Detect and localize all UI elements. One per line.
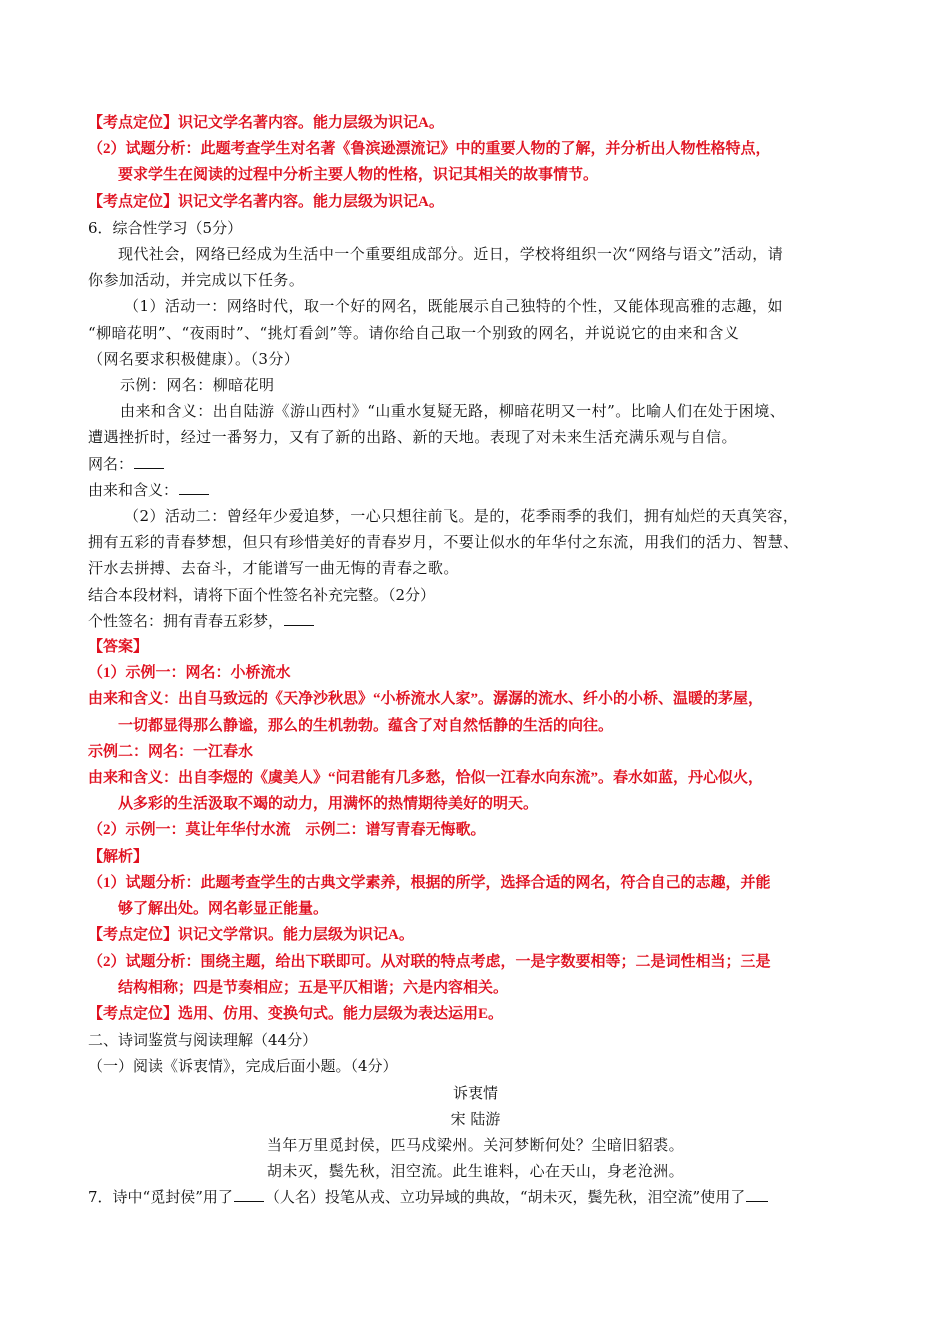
signature-label: 个性签名：拥有青春五彩梦， — [88, 611, 284, 630]
poem-author: 宋 陆游 — [450, 1109, 501, 1128]
kaodian-line-1: 【考点定位】识记文学名著内容。能力层级为识记A。 — [88, 115, 444, 131]
answer-2: （2）示例一：莫让年华付水流 示例二：谱写青春无悔歌。 — [88, 822, 486, 839]
analysis-1: （1）试题分析：此题考查学生的古典文学素养，根据的所学，选择合适的网名，符合自己的志趣，并能 — [88, 874, 771, 891]
answer-1-origin-1: 由来和含义：出自马致远的《天净沙秋思》“小桥流水人家”。潺潺的流水、纤小的小桥、温暖的茅屋， — [88, 691, 764, 708]
answer-heading: 【答案】 — [88, 639, 149, 656]
analysis-1-cont: 够了解出处。网名彰显正能量。 — [118, 901, 329, 918]
section-2-heading: 二、诗词鉴赏与阅读理解（44分） — [88, 1031, 318, 1050]
origin-label: 由来和含义： — [88, 480, 179, 499]
activity-2-cont: 拥有五彩的青春梦想，但只有珍惜美好的青春岁月，不要让似水的年华付之东流，用我们的活力、智慧、 — [88, 533, 799, 552]
document-page — [88, 110, 863, 1211]
activity-1-cont-2: （网名要求积极健康）。（3分） — [88, 349, 300, 368]
activity-2-cont-2: 汗水去拼搏、去奋斗，才能谱写一曲无悔的青春之歌。 — [88, 559, 459, 578]
analysis-line-2-cont: 要求学生在阅读的过程中分析主要人物的性格，识记其相关的故事情节。 — [118, 167, 599, 184]
q7-text-b: （人名）投笔从戎、立功异域的典故，“胡未灭，鬓先秋，泪空流”使用了 — [264, 1188, 746, 1207]
question-7 — [88, 1184, 863, 1210]
activity-1: （1）活动一：网络时代，取一个好的网名，既能展示自己独特的个性，又能体现高雅的志趣，如 — [124, 297, 783, 316]
q6-intro: 现代社会，网络已经成为生活中一个重要组成部分。近日，学校将组织一次“网络与语文”活动，请 — [118, 245, 784, 264]
answer-1-example-1: （1）示例一：网名：小桥流水 — [88, 665, 291, 682]
answer-blank — [234, 1187, 264, 1202]
section-2-part-1: （一）阅读《诉衷情》，完成后面小题。（4分） — [88, 1057, 398, 1076]
signature-blank-line — [88, 608, 863, 634]
answer-blank — [134, 454, 164, 469]
analysis-2: （2）试题分析：围绕主题，给出下联即可。从对联的特点考虑，一是字数要相等；二是词性相当；三是 — [88, 953, 771, 970]
activity-2: （2）活动二：曾经年少爱追梦，一心只想往前飞。是的，花季雨季的我们，拥有灿烂的天真笑容， — [124, 507, 799, 526]
poem-line-1: 当年万里觅封侯，匹马戍梁州。关河梦断何处？尘暗旧貂裘。 — [266, 1135, 685, 1154]
poem-title: 诉衷情 — [452, 1083, 498, 1102]
signature-instruction: 结合本段材料，请将下面个性签名补充完整。（2分） — [88, 585, 436, 604]
origin-blank-line — [88, 477, 863, 503]
answer-1-origin-2: 由来和含义：出自李煜的《虞美人》“问君能有几多愁，恰似一江春水向东流”。春水如蓝，丹心似火， — [88, 770, 764, 787]
question-6-heading: 6．综合性学习（5分） — [88, 218, 243, 237]
kaodian-line-2: 【考点定位】识记文学名著内容。能力层级为识记A。 — [88, 193, 444, 210]
answer-blank — [179, 480, 209, 495]
kaodian-line-4: 【考点定位】选用、仿用、变换句式。能力层级为表达运用E。 — [88, 1005, 504, 1022]
example-name: 示例：网名：柳暗花明 — [120, 376, 275, 395]
answer-blank — [746, 1187, 768, 1202]
poem-line-2: 胡未灭，鬓先秋，泪空流。此生谁料，心在天山，身老沧洲。 — [266, 1162, 685, 1181]
answer-blank — [284, 611, 314, 626]
analysis-line-2: （2）试题分析：此题考查学生对名著《鲁滨逊漂流记》中的重要人物的了解，并分析出人物性格特点， — [88, 141, 771, 158]
example-origin-cont: 遭遇挫折时，经过一番努力，又有了新的出路、新的天地。表现了对未来生活充满乐观与自信。 — [88, 428, 737, 447]
answer-1-origin-1-cont: 一切都显得那么静谧，那么的生机勃勃。蕴含了对自然恬静的生活的向往。 — [118, 717, 614, 734]
analysis-heading: 【解析】 — [88, 848, 149, 865]
answer-1-example-2: 示例二：网名：一江春水 — [88, 743, 254, 760]
analysis-2-cont: 结构相称；四是节奏相应；五是平仄相谐；六是内容相关。 — [118, 979, 509, 996]
kaodian-line-3: 【考点定位】识记文学常识。能力层级为识记A。 — [88, 927, 414, 944]
q7-text-a: 7．诗中“觅封侯”用了 — [88, 1188, 233, 1207]
netname-label: 网名： — [88, 454, 134, 473]
activity-1-cont: “柳暗花明”、“夜雨时”、“挑灯看剑”等。请你给自己取一个别致的网名，并说说它的由来和含义 — [88, 323, 740, 342]
q6-intro-cont: 你参加活动，并完成以下任务。 — [88, 271, 305, 290]
netname-blank-line — [88, 451, 863, 477]
answer-1-origin-2-cont: 从多彩的生活汲取不竭的动力，用满怀的热情期待美好的明天。 — [118, 796, 539, 813]
example-origin: 由来和含义：出自陆游《游山西村》“山重水复疑无路，柳暗花明又一村”。比喻人们在处于困境、 — [120, 402, 786, 421]
